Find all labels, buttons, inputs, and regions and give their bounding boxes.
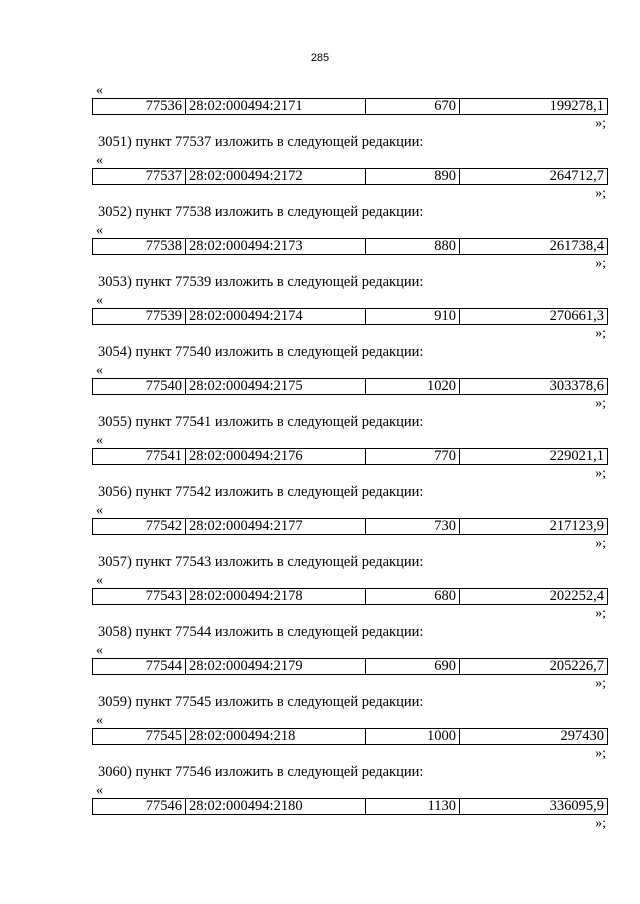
table-row	[92, 798, 608, 815]
opening-quote: «	[96, 573, 103, 588]
value-cell: 202252,4	[549, 588, 604, 604]
amendment-instruction: 3054) пункт 77540 изложить в следующей редакции:	[98, 344, 424, 360]
amendment-instruction: 3059) пункт 77545 изложить в следующей редакции:	[98, 694, 424, 710]
opening-quote: «	[96, 363, 103, 378]
table-row	[92, 168, 608, 185]
table-row	[92, 448, 608, 465]
amendment-block	[92, 714, 608, 784]
amendment-block	[92, 784, 608, 854]
area-cell: 1130	[366, 799, 460, 814]
closing-quote: »;	[595, 816, 606, 831]
amendment-instruction: 3055) пункт 77541 изложить в следующей редакции:	[98, 414, 424, 430]
cadastral-number-cell: 28:02:000494:2174	[186, 309, 366, 324]
value-cell: 199278,1	[549, 98, 604, 114]
value-cell: 303378,6	[549, 378, 604, 394]
item-number-cell: 77541	[93, 449, 186, 464]
cadastral-number-cell: 28:02:000494:2175	[186, 379, 366, 394]
opening-quote: «	[96, 293, 103, 308]
area-cell: 730	[366, 519, 460, 534]
opening-quote: «	[96, 503, 103, 518]
amendment-block	[92, 504, 608, 574]
opening-quote: «	[96, 153, 103, 168]
amendment-block	[92, 364, 608, 434]
amendments-list	[92, 84, 608, 854]
item-number-cell: 77546	[93, 799, 186, 814]
cadastral-number-cell: 28:02:000494:2173	[186, 239, 366, 254]
opening-quote: «	[96, 433, 103, 448]
area-cell: 910	[366, 309, 460, 324]
closing-quote: »;	[595, 186, 606, 201]
closing-quote: »;	[595, 536, 606, 551]
closing-quote: »;	[595, 326, 606, 341]
cadastral-number-cell: 28:02:000494:2178	[186, 589, 366, 604]
amendment-instruction: 3058) пункт 77544 изложить в следующей редакции:	[98, 624, 424, 640]
amendment-instruction: 3057) пункт 77543 изложить в следующей редакции:	[98, 554, 424, 570]
item-number-cell: 77543	[93, 589, 186, 604]
value-cell: 264712,7	[549, 168, 604, 184]
item-number-cell: 77537	[93, 169, 186, 184]
amendment-instruction: 3051) пункт 77537 изложить в следующей редакции:	[98, 134, 424, 150]
amendment-block	[92, 84, 608, 154]
cadastral-number-cell: 28:02:000494:2179	[186, 659, 366, 674]
area-cell: 670	[366, 99, 460, 114]
opening-quote: «	[96, 643, 103, 658]
item-number-cell: 77544	[93, 659, 186, 674]
closing-quote: »;	[595, 396, 606, 411]
item-number-cell: 77539	[93, 309, 186, 324]
closing-quote: »;	[595, 256, 606, 271]
amendment-block	[92, 574, 608, 644]
item-number-cell: 77540	[93, 379, 186, 394]
closing-quote: »;	[595, 606, 606, 621]
cadastral-number-cell: 28:02:000494:218	[186, 729, 366, 744]
table-row	[92, 378, 608, 395]
value-cell: 217123,9	[549, 518, 604, 534]
table-row	[92, 588, 608, 605]
amendment-instruction: 3060) пункт 77546 изложить в следующей редакции:	[98, 764, 424, 780]
cadastral-number-cell: 28:02:000494:2176	[186, 449, 366, 464]
table-row	[92, 98, 608, 115]
amendment-instruction: 3052) пункт 77538 изложить в следующей редакции:	[98, 204, 424, 220]
value-cell: 297430	[560, 728, 604, 744]
value-cell: 229021,1	[549, 448, 604, 464]
area-cell: 890	[366, 169, 460, 184]
amendment-instruction: 3056) пункт 77542 изложить в следующей редакции:	[98, 484, 424, 500]
area-cell: 770	[366, 449, 460, 464]
table-row	[92, 518, 608, 535]
opening-quote: «	[96, 223, 103, 238]
area-cell: 1020	[366, 379, 460, 394]
opening-quote: «	[96, 783, 103, 798]
value-cell: 336095,9	[549, 798, 604, 814]
closing-quote: »;	[595, 116, 606, 131]
amendment-block	[92, 294, 608, 364]
closing-quote: »;	[595, 676, 606, 691]
amendment-block	[92, 434, 608, 504]
table-row	[92, 728, 608, 745]
opening-quote: «	[96, 83, 103, 98]
table-row	[92, 238, 608, 255]
opening-quote: «	[96, 713, 103, 728]
table-row	[92, 308, 608, 325]
area-cell: 690	[366, 659, 460, 674]
value-cell: 270661,3	[549, 308, 604, 324]
table-row	[92, 658, 608, 675]
item-number-cell: 77545	[93, 729, 186, 744]
closing-quote: »;	[595, 466, 606, 481]
amendment-block	[92, 224, 608, 294]
item-number-cell: 77536	[93, 99, 186, 114]
page-number: 285	[310, 52, 330, 64]
cadastral-number-cell: 28:02:000494:2177	[186, 519, 366, 534]
value-cell: 261738,4	[549, 238, 604, 254]
amendment-instruction: 3053) пункт 77539 изложить в следующей редакции:	[98, 274, 424, 290]
amendment-block	[92, 644, 608, 714]
item-number-cell: 77542	[93, 519, 186, 534]
cadastral-number-cell: 28:02:000494:2180	[186, 799, 366, 814]
closing-quote: »;	[595, 746, 606, 761]
value-cell: 205226,7	[549, 658, 604, 674]
amendment-block	[92, 154, 608, 224]
cadastral-number-cell: 28:02:000494:2172	[186, 169, 366, 184]
area-cell: 680	[366, 589, 460, 604]
item-number-cell: 77538	[93, 239, 186, 254]
area-cell: 880	[366, 239, 460, 254]
cadastral-number-cell: 28:02:000494:2171	[186, 99, 366, 114]
area-cell: 1000	[366, 729, 460, 744]
